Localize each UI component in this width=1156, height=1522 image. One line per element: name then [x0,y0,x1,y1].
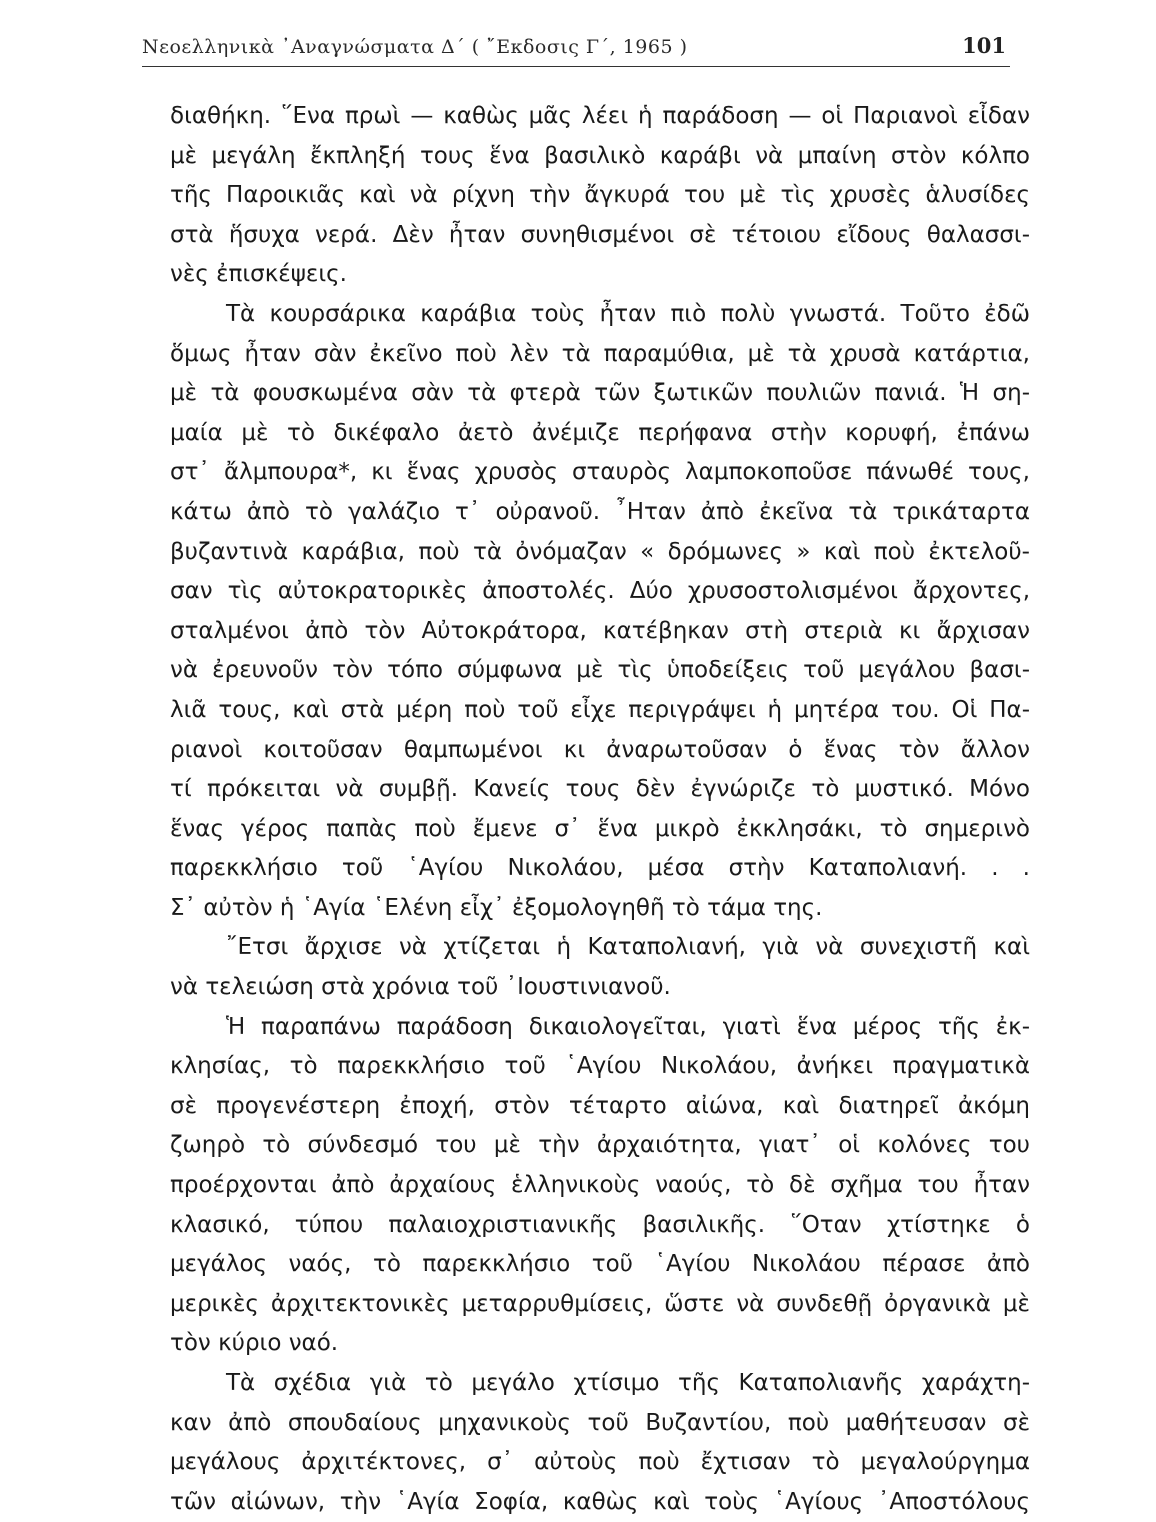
text-line: Ἡ παραπάνω παράδοση δικαιολογεῖται, γιατὶ ἕνα μέρος τῆς ἐκ- [226,1013,1030,1040]
text-line: ὅμως ἦταν σὰν ἐκεῖνο ποὺ λὲν τὰ παραμύθια, μὲ τὰ χρυσὰ κατάρτια, [170,340,1030,367]
text-line: κάτω ἀπὸ τὸ γαλάζιο τ᾿ οὐρανοῦ. ῏Ηταν ἀπὸ ἐκεῖνα τὰ τρικάταρτα [170,498,1030,525]
text-line: λιᾶ τους, καὶ στὰ μέρη ποὺ τοῦ εἶχε περιγράψει ἡ μητέρα του. Οἱ Πα- [170,696,1030,723]
text-line: μερικὲς ἀρχιτεκτονικὲς μεταρρυθμίσεις, ὥστε νὰ συνδεθῇ ὀργανικὰ μὲ [170,1290,1030,1317]
text-line: Τὰ κουρσάρικα καράβια τοὺς ἦταν πιὸ πολὺ γνωστά. Τοῦτο ἐδῶ [226,300,1030,327]
text-line: στὰ ἥσυχα νερά. Δὲν ἦταν συνηθισμένοι σὲ τέτοιου εἴδους θαλασσι- [170,221,1030,248]
text-line: ῎Ετσι ἄρχισε νὰ χτίζεται ἡ Καταπολιανή, γιὰ νὰ συνεχιστῆ καὶ [226,934,1030,961]
text-line: ζωηρὸ τὸ σύνδεσμό του μὲ τὴν ἀρχαιότητα, γιατ᾿ οἱ κολόνες του [170,1132,1030,1159]
text-line: καν ἀπὸ σπουδαίους μηχανικοὺς τοῦ Βυζαντίου, ποὺ μαθήτευσαν σὲ [170,1409,1030,1436]
text-line: παρεκκλήσιο τοῦ ῾Αγίου Νικολάου, μέσα στὴν Καταπολιανή. . . [170,855,1030,882]
text-line: σταλμένοι ἀπὸ τὸν Αὐτοκράτορα, κατέβηκαν στὴ στεριὰ κι ἄρχισαν [170,617,1030,644]
text-line: ἕνας γέρος παπὰς ποὺ ἔμενε σ᾿ ἕνα μικρὸ ἐκκλησάκι, τὸ σημερινὸ [170,815,1030,842]
text-line: σὲ προγενέστερη ἐποχή, στὸν τέταρτο αἰώνα, καὶ διατηρεῖ ἀκόμη [170,1092,1030,1119]
text-line: στ᾿ ἄλμπουρα*, κι ἕνας χρυσὸς σταυρὸς λαμποκοποῦσε πάνωθέ τους, [170,459,1030,486]
text-line: μεγάλους ἀρχιτέκτονες, σ᾿ αὐτοὺς ποὺ ἔχτισαν τὸ μεγαλούργημα [170,1449,1030,1476]
text-line: τῶν αἰώνων, τὴν ῾Αγία Σοφία, καθὼς καὶ τοὺς ῾Αγίους ᾿Αποστόλους [170,1488,1030,1515]
text-line: μὲ μεγάλη ἔκπληξή τους ἕνα βασιλικὸ καράβι νὰ μπαίνη στὸν κόλπο [170,142,1030,169]
text-line: Σ᾿ αὐτὸν ἡ ῾Αγία ῾Ελένη εἶχ᾿ ἐξομολογηθῆ τὸ τάμα της. [170,894,823,921]
text-line: νὲς ἐπισκέψεις. [170,261,347,288]
text-line: νὰ ἐρευνοῦν τὸν τόπο σύμφωνα μὲ τὶς ὑποδείξεις τοῦ μεγάλου βασι- [170,657,1030,684]
text-line: διαθήκη. ῞Ενα πρωὶ — καθὼς μᾶς λέει ἡ παράδοση — οἱ Παριανοὶ εἶδαν [170,103,1030,129]
page-number: 101 [962,33,1006,58]
text-line: κλασικό, τύπου παλαιοχριστιανικῆς βασιλικῆς. ῞Οταν χτίστηκε ὁ [170,1211,1030,1238]
text-line: μαία μὲ τὸ δικέφαλο ἀετὸ ἀνέμιζε περήφανα στὴν κορυφή, ἐπάνω [170,419,1030,446]
text-line: βυζαντινὰ καράβια, ποὺ τὰ ὀνόμαζαν « δρόμωνες » καὶ ποὺ ἐκτελοῦ- [170,538,1030,565]
text-line: τῆς Παροικιᾶς καὶ νὰ ρίχνη τὴν ἄγκυρά του μὲ τὶς χρυσὲς ἁλυσίδες [170,182,1030,209]
text-line: νὰ τελειώση στὰ χρόνια τοῦ ᾿Ιουστινιανοῦ. [170,974,671,1001]
text-line: ριανοὶ κοιτοῦσαν θαμπωμένοι κι ἀναρωτοῦσαν ὁ ἕνας τὸν ἄλλον [170,736,1030,763]
running-head: Νεοελληνικὰ ᾿Αναγνώσματα Δ΄ ( ῎Εκδοσις Γ΄, 1965 ) [142,36,688,58]
body-text [170,97,1030,1522]
page-header [142,30,1010,67]
text-line: μεγάλος ναός, τὸ παρεκκλήσιο τοῦ ῾Αγίου Νικολάου πέρασε ἀπὸ [170,1251,1030,1278]
text-line: προέρχονται ἀπὸ ἀρχαίους ἑλληνικοὺς ναούς, τὸ δὲ σχῆμα του ἦταν [170,1172,1030,1199]
text-line: Τὰ σχέδια γιὰ τὸ μεγάλο χτίσιμο τῆς Καταπολιανῆς χαράχτη- [226,1370,1030,1396]
text-line: τὸν κύριο ναό. [170,1330,339,1357]
text-line: κλησίας, τὸ παρεκκλήσιο τοῦ ῾Αγίου Νικολάου, ἀνήκει πραγματικὰ [170,1053,1030,1080]
text-line: τί πρόκειται νὰ συμβῇ. Κανείς τους δὲν ἐγνώριζε τὸ μυστικό. Μόνο [170,776,1030,803]
text-line: σαν τὶς αὐτοκρατορικὲς ἀποστολές. Δύο χρυσοστολισμένοι ἄρχοντες, [170,578,1030,605]
text-line: μὲ τὰ φουσκωμένα σὰν τὰ φτερὰ τῶν ξωτικῶν πουλιῶν πανιά. Ἡ ση- [170,380,1030,407]
